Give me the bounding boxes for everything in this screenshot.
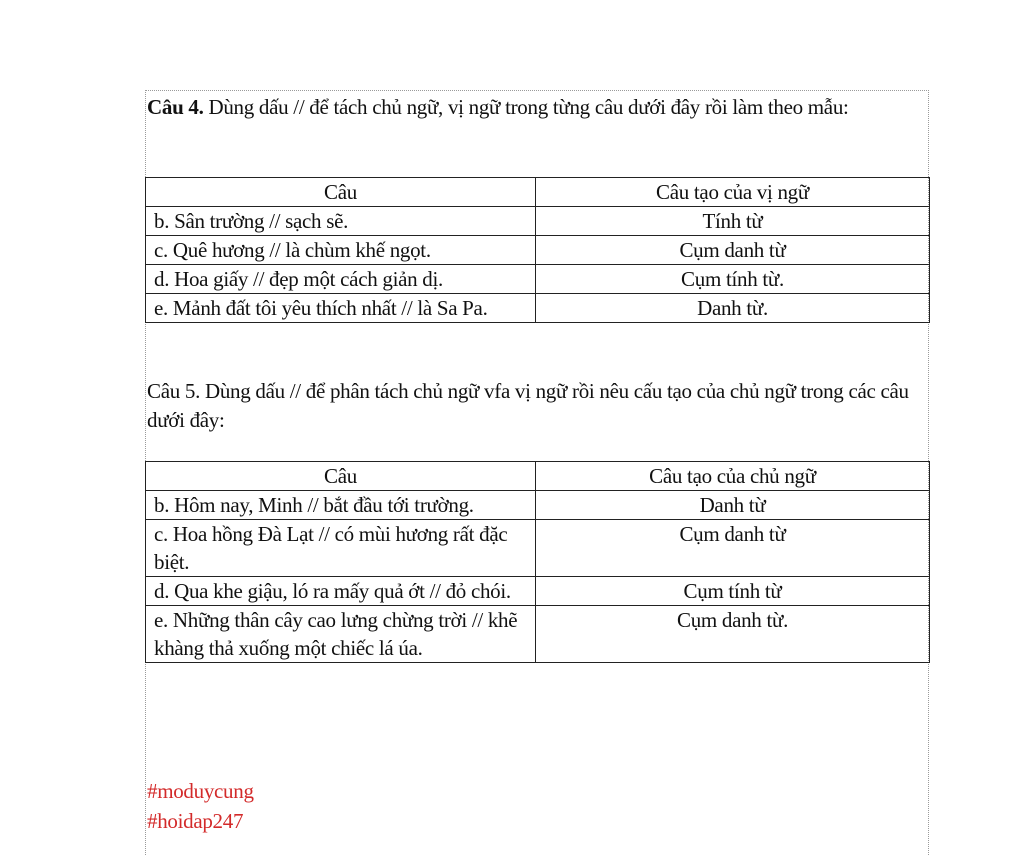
question-4-prompt bbox=[147, 93, 929, 122]
sentence-cell: b. Sân trường // sạch sẽ. bbox=[146, 207, 536, 236]
structure-cell: Cụm danh từ. bbox=[536, 606, 930, 663]
table-row bbox=[146, 520, 930, 577]
hashtag-hoidap247: #hoidap247 bbox=[147, 809, 244, 833]
question-4-table bbox=[145, 177, 930, 323]
question-4-text: Dùng dấu // để tách chủ ngữ, vị ngữ trong từng câu dưới đây rồi làm theo mẫu: bbox=[203, 95, 849, 119]
table-header-row bbox=[146, 178, 930, 207]
table-row bbox=[146, 491, 930, 520]
structure-cell: Cụm tính từ bbox=[536, 577, 930, 606]
sentence-cell: c. Hoa hồng Đà Lạt // có mùi hương rất đặc biệt. bbox=[146, 520, 536, 577]
table-row bbox=[146, 265, 930, 294]
table-row bbox=[146, 294, 930, 323]
column-header-sentence: Câu bbox=[146, 462, 536, 491]
structure-cell: Cụm tính từ. bbox=[536, 265, 930, 294]
table-row bbox=[146, 577, 930, 606]
question-5-prompt: Câu 5. Dùng dấu // để phân tách chủ ngữ vfa vị ngữ rồi nêu cấu tạo của chủ ngữ trong các câu dưới đây: bbox=[147, 379, 909, 432]
sentence-cell: c. Quê hương // là chùm khế ngọt. bbox=[146, 236, 536, 265]
table-header-row bbox=[146, 462, 930, 491]
hashtag-moduycung: #moduycung bbox=[147, 779, 254, 803]
structure-cell: Cụm danh từ bbox=[536, 236, 930, 265]
sentence-cell: b. Hôm nay, Minh // bắt đầu tới trường. bbox=[146, 491, 536, 520]
sentence-cell: e. Những thân cây cao lưng chừng trời // khẽ khàng thả xuống một chiếc lá úa. bbox=[146, 606, 536, 663]
structure-cell: Danh từ. bbox=[536, 294, 930, 323]
question-5-table bbox=[145, 461, 930, 663]
structure-cell: Danh từ bbox=[536, 491, 930, 520]
structure-cell: Cụm danh từ bbox=[536, 520, 930, 577]
column-header-structure: Câu tạo của vị ngữ bbox=[536, 178, 930, 207]
question-4-label: Câu 4. bbox=[147, 95, 204, 119]
table-row bbox=[146, 606, 930, 663]
table-row bbox=[146, 236, 930, 265]
sentence-cell: d. Hoa giấy // đẹp một cách giản dị. bbox=[146, 265, 536, 294]
structure-cell: Tính từ bbox=[536, 207, 930, 236]
table-row bbox=[146, 207, 930, 236]
sentence-cell: d. Qua khe giậu, ló ra mấy quả ớt // đỏ chói. bbox=[146, 577, 536, 606]
column-header-structure: Câu tạo của chủ ngữ bbox=[536, 462, 930, 491]
column-header-sentence: Câu bbox=[146, 178, 536, 207]
sentence-cell: e. Mảnh đất tôi yêu thích nhất // là Sa Pa. bbox=[146, 294, 536, 323]
